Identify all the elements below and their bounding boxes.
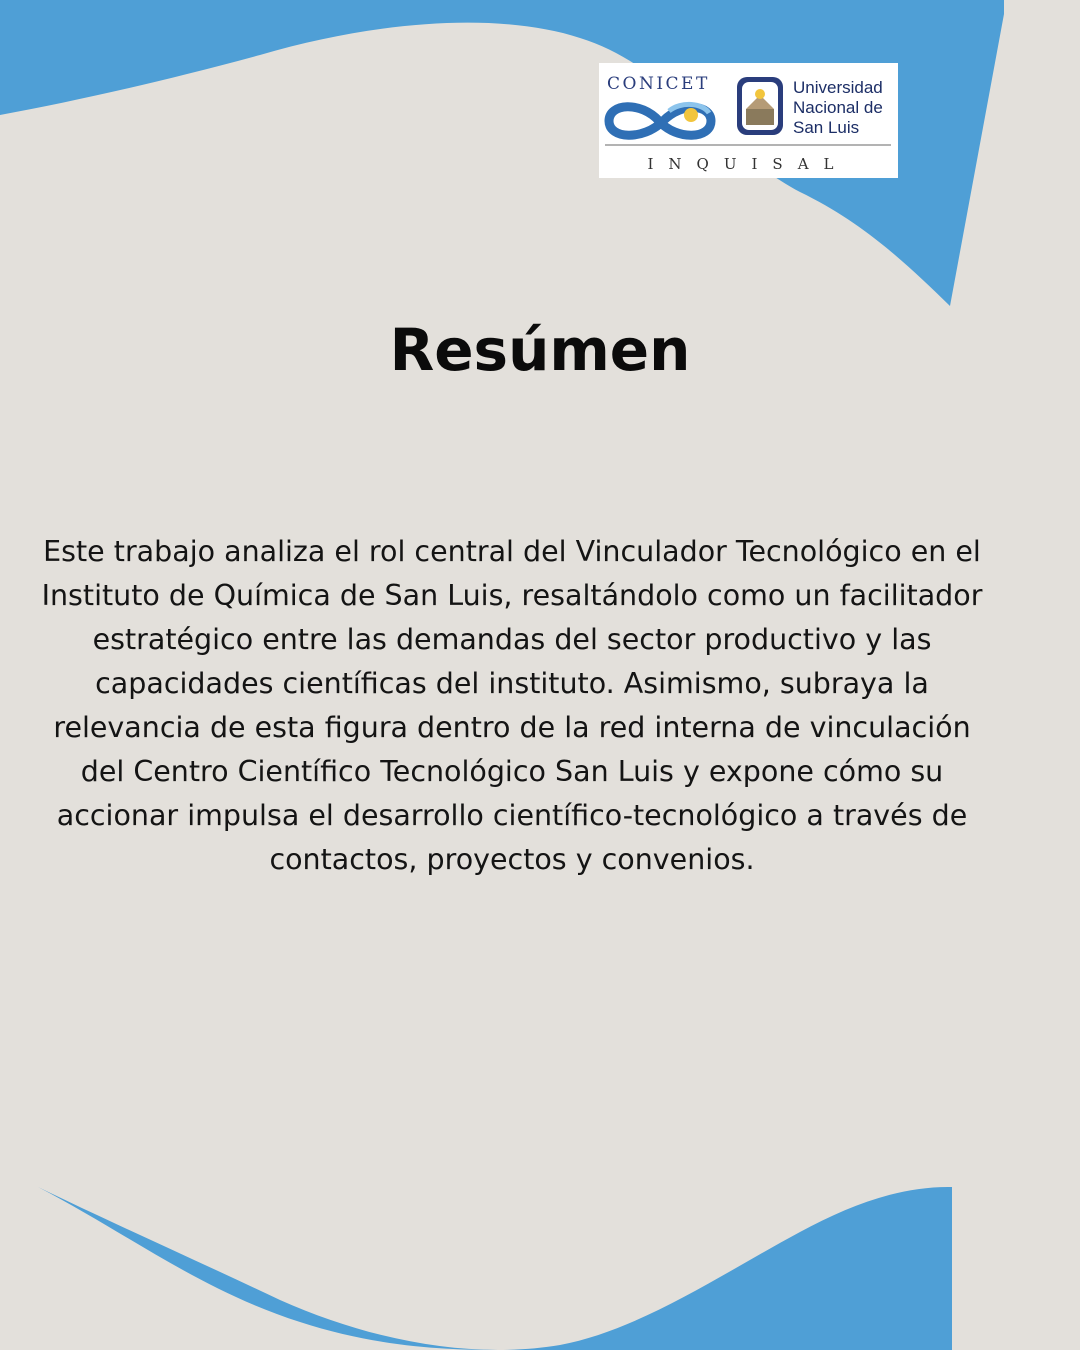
- university-name-line2: Nacional de: [793, 98, 883, 117]
- conicet-wordmark: CONICET: [607, 74, 710, 94]
- university-name-line1: Universidad: [793, 78, 883, 97]
- institutional-logo: [599, 63, 898, 178]
- page-title: Resúmen: [389, 316, 691, 384]
- conicet-infinity-icon: [609, 104, 711, 135]
- university-name-line3: San Luis: [793, 118, 860, 137]
- unsl-shield-icon: [737, 77, 783, 135]
- bottom-wave-shape: [38, 1187, 952, 1350]
- abstract-text: Este trabajo analiza el rol central del Vinculador Tecnológico en el Instituto de Química de San Luis, resaltándolo como un facilitador estratégico entre las demandas del sector productivo y las capacidades científicas del instituto. Asimismo, subraya la relevancia de esta figura dentro de la red interna de vinculación del Centro Científico Tecnológico San Luis y expone cómo su accionar impulsa el desarrollo científico-tecnológico a través de contactos, proyectos y convenios.: [41, 535, 983, 876]
- inquisal-wordmark: INQUISAL: [647, 155, 849, 173]
